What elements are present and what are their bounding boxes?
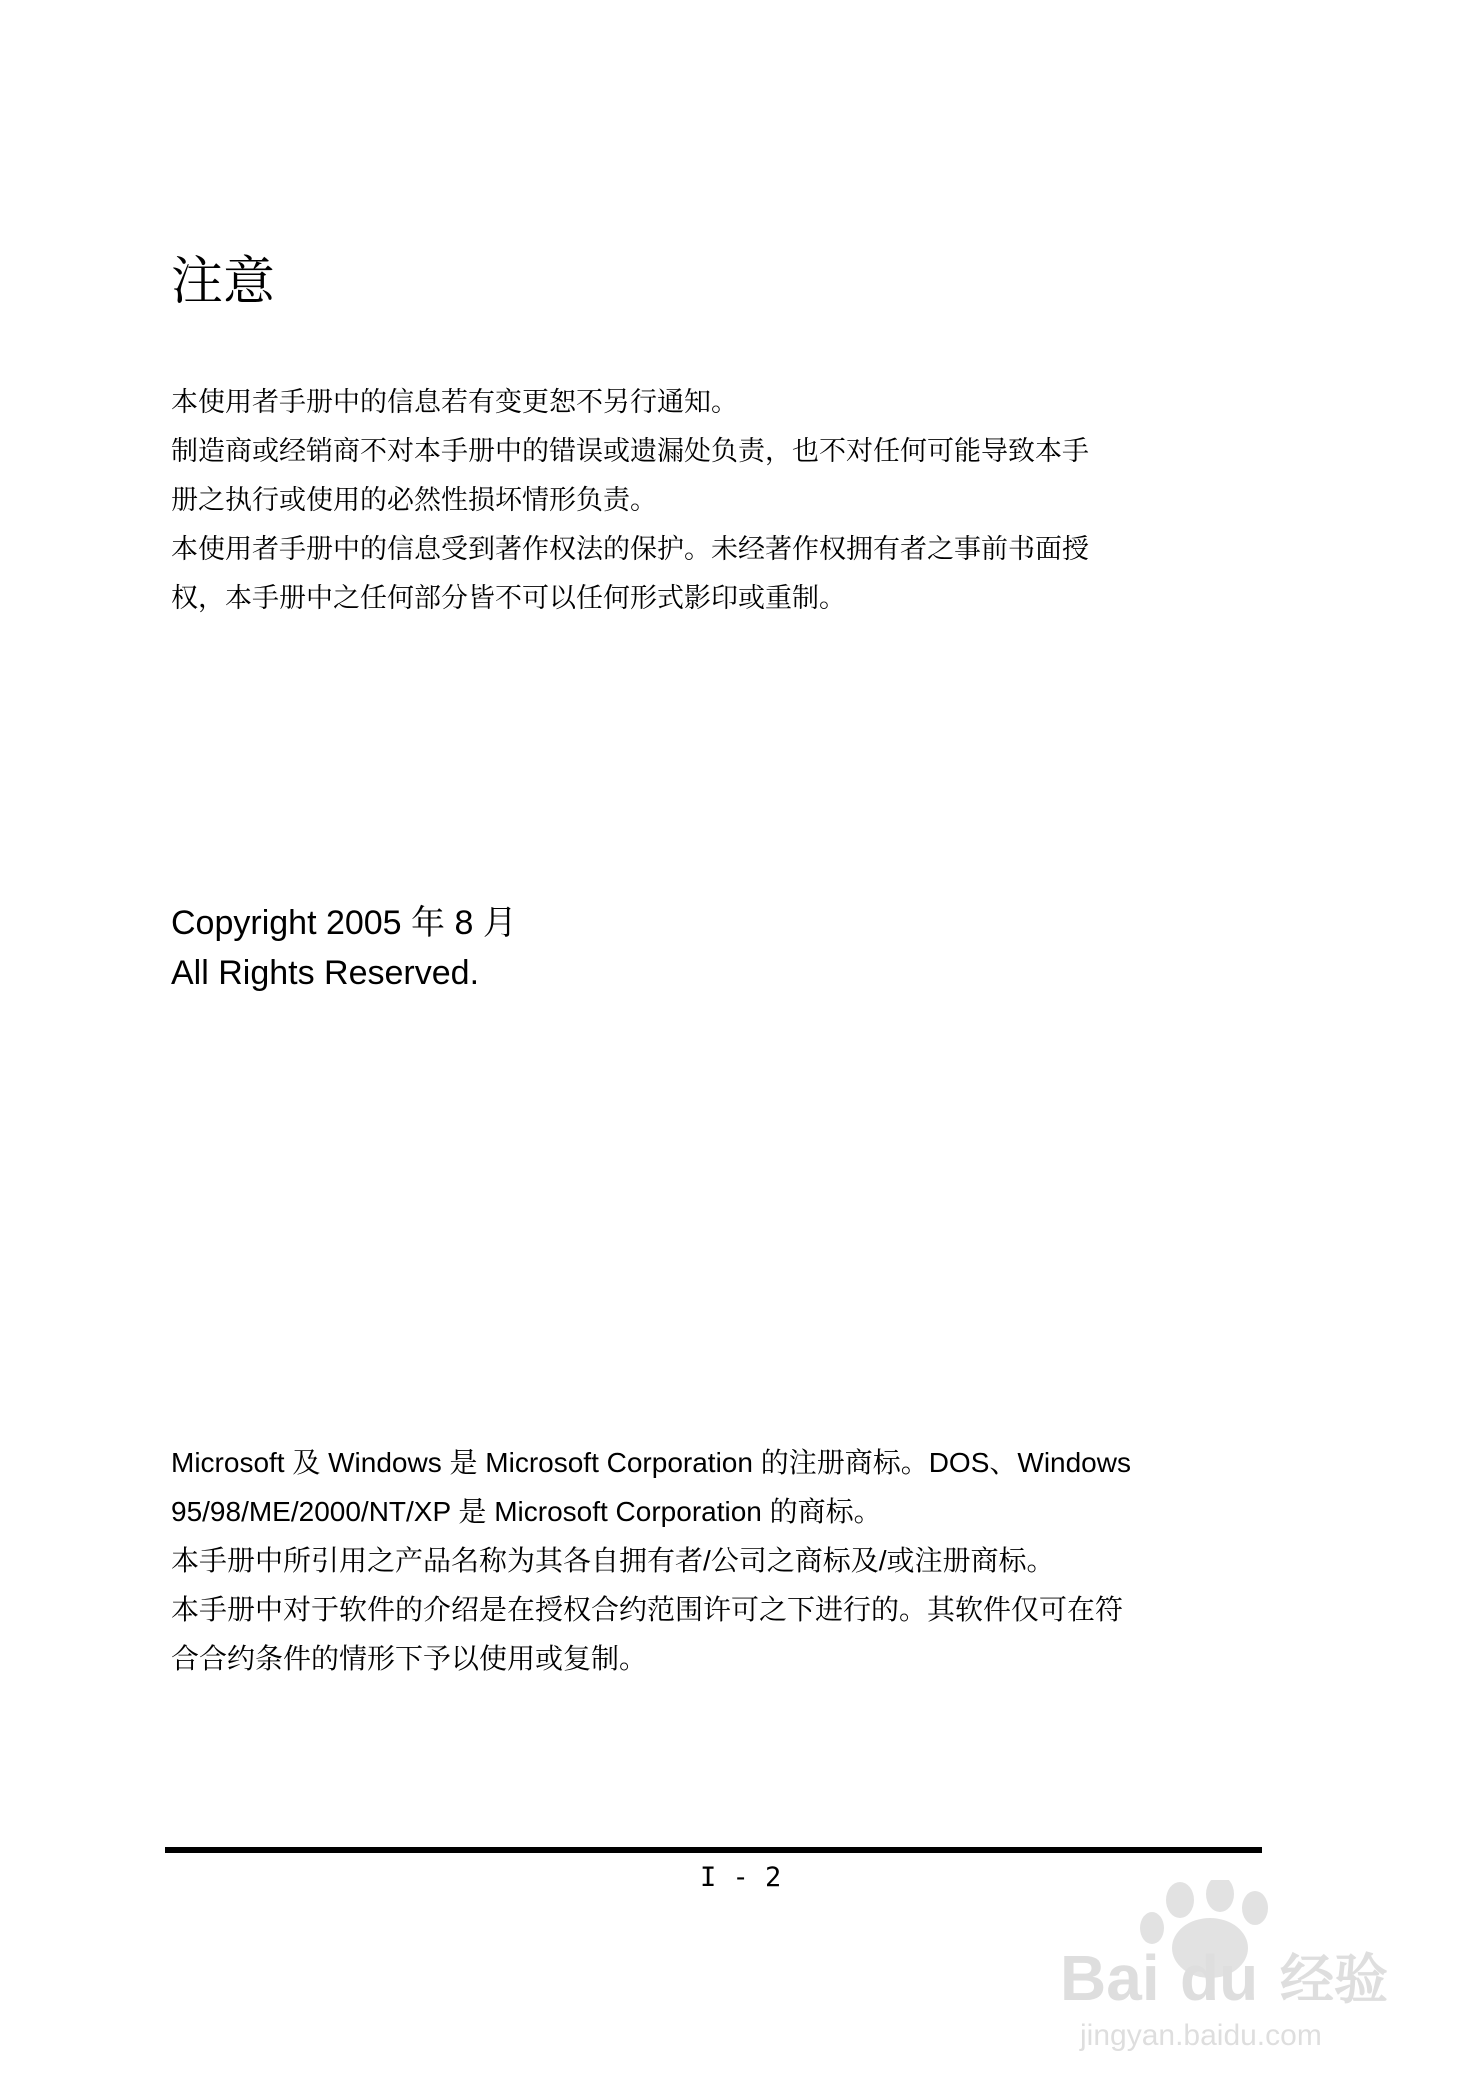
notice-line: 册之执行或使用的必然性损坏情形负责。	[171, 485, 657, 516]
trademark-line: 合合约条件的情形下予以使用或复制。	[171, 1643, 648, 1674]
notice-line: 本使用者手册中的信息受到著作权法的保护。未经著作权拥有者之事前书面授	[171, 534, 1089, 565]
trademark-line: Microsoft 及 Windows 是 Microsoft Corporation 的注册商标。DOS、Windows	[171, 1447, 1131, 1478]
svg-text:jingyan.baidu.com: jingyan.baidu.com	[1080, 2019, 1322, 2052]
svg-text:经验: 经验	[1280, 1948, 1388, 2011]
svg-text:du: du	[1180, 1942, 1259, 2014]
notice-line: 权，本手册中之任何部分皆不可以任何形式影印或重制。	[171, 583, 846, 614]
notice-section	[171, 378, 1271, 623]
page-title: 注意	[171, 251, 276, 312]
trademark-line: 本手册中所引用之产品名称为其各自拥有者/公司之商标及/或注册商标。	[171, 1545, 1055, 1576]
trademark-line: 95/98/ME/2000/NT/XP 是 Microsoft Corporation 的商标。	[171, 1496, 882, 1527]
page-number: I - 2	[700, 1862, 782, 1893]
notice-line: 制造商或经销商不对本手册中的错误或遗漏处负责，也不对任何可能导致本手	[171, 436, 1089, 467]
rights-reserved-line: All Rights Reserved.	[171, 954, 480, 992]
trademark-line: 本手册中对于软件的介绍是在授权合约范围许可之下进行的。其软件仅可在符	[171, 1594, 1124, 1625]
copyright-line: Copyright 2005 年 8 月	[171, 904, 517, 942]
copyright-section	[171, 898, 517, 998]
svg-text:Bai: Bai	[1060, 1942, 1160, 2014]
footer-divider	[165, 1847, 1262, 1853]
notice-line: 本使用者手册中的信息若有变更恕不另行通知。	[171, 387, 738, 418]
trademark-section	[171, 1438, 1271, 1683]
baidu-jingyan-watermark	[1040, 1880, 1440, 2060]
